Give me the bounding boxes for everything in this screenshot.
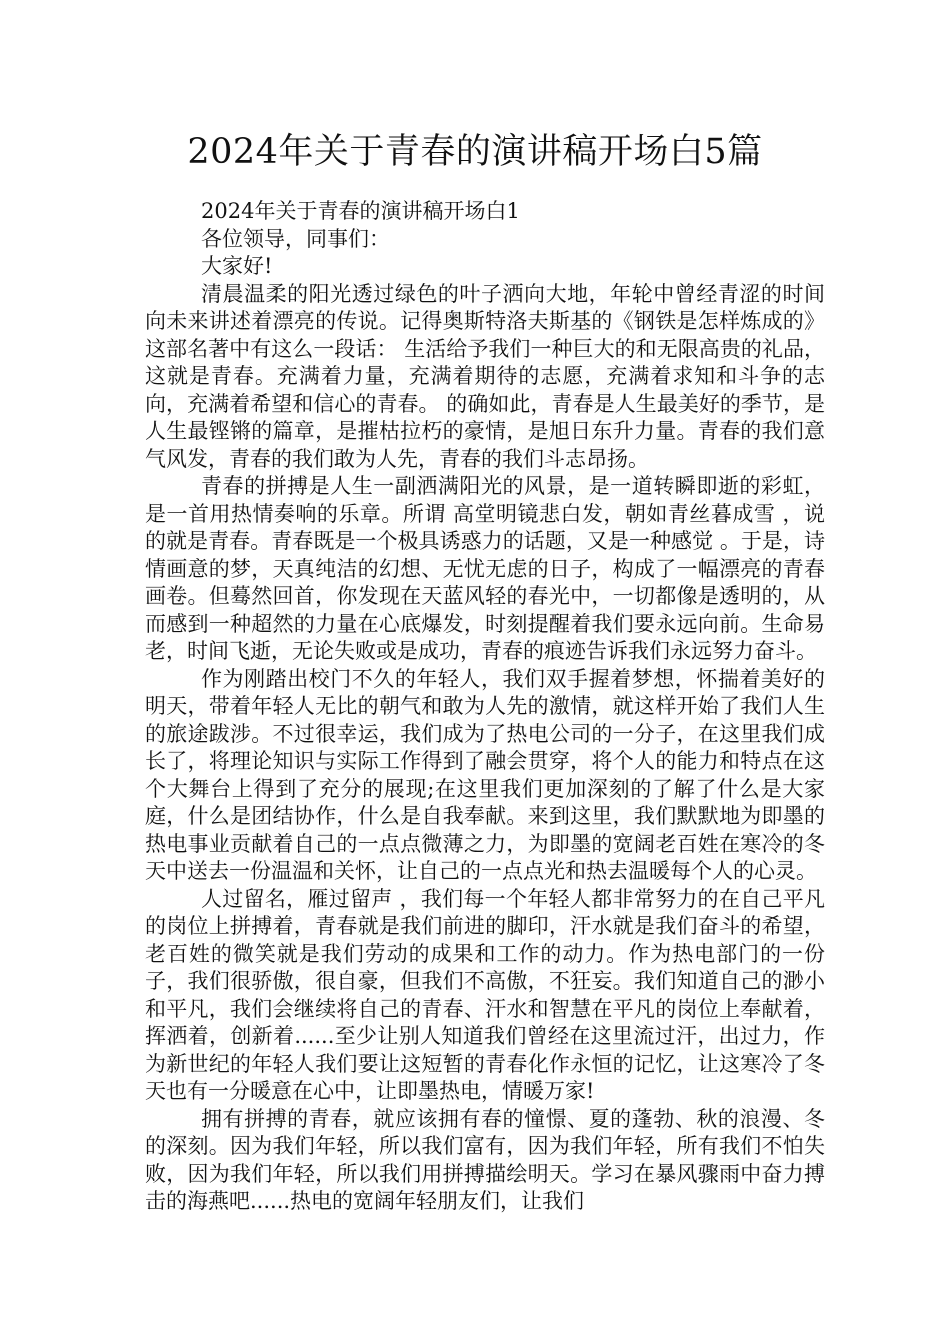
document-title: 2024年关于青春的演讲稿开场白5篇 <box>187 132 763 172</box>
salutation: 各位领导，同事们： <box>201 226 390 251</box>
paragraph-2: 青春的拼搏是人生一副洒满阳光的风景，是一道转瞬即逝的彩虹，是一首用热情奏响的乐章。所谓 高堂明镜悲白发，朝如青丝暮成雪 ，说的就是青春。青春既是一个极具诱惑力的话题，又是一种感觉 。于是，诗情画意的梦，天真纯洁的幻想、无忧无虑的日子，构成了一幅漂亮的青春画卷。但蓦然回首，你发现在天蓝风轻的春光中，一切都像是透明的，从而感到一种超然的力量在心底爆发，时刻提醒着我们要永远向前。生命易老，时间飞逝，无论失败或是成功，青春的痕迹告诉我们永远努力奋斗。 <box>145 474 825 663</box>
paragraph-3: 作为刚踏出校门不久的年轻人，我们双手握着梦想，怀揣着美好的明天，带着年轻人无比的朝气和敢为人先的激情，就这样开始了我们人生的旅途跋涉。不过很幸运，我们成为了热电公司的一分子，在这里我们成长了，将理论知识与实际工作得到了融会贯穿，将个人的能力和特点在这个大舞台上得到了充分的展现;在这里我们更加深刻的了解了什么是大家庭，什么是团结协作，什么是自我奉献。来到这里，我们默默地为即墨的热电事业贡献着自己的一点点微薄之力，为即墨的宽阔老百姓在寒冷的冬天中送去一份温温和关怀，让自己的一点点光和热去温暖每个人的心灵。 <box>145 666 825 883</box>
paragraph-5: 拥有拼搏的青春，就应该拥有春的憧憬、夏的蓬勃、秋的浪漫、冬的深刻。因为我们年轻，所以我们富有，因为我们年轻，所有我们不怕失败，因为我们年轻，所以我们用拼搏描绘明天。学习在暴风骤雨中奋力搏击的海燕吧......热电的宽阔年轻朋友们，让我们 <box>145 1106 825 1213</box>
paragraph-1: 清晨温柔的阳光透过绿色的叶子洒向大地，年轮中曾经青涩的时间向未来讲述着漂亮的传说。记得奥斯特洛夫斯基的《钢铁是怎样炼成的》这部名著中有这么一段话： 生活给予我们一种巨大的和无限高贵的礼品，这就是青春。充满着力量，充满着期待的志愿，充满着求知和斗争的志向，充满着希望和信心的青春。 的确如此，青春是人生最美好的季节，是人生最铿锵的篇章，是摧枯拉朽的豪情，是旭日东升力量。青春的我们意气风发，青春的我们敢为人先，青春的我们斗志昂扬。 <box>145 281 825 471</box>
document-body <box>145 198 825 1216</box>
speech-subtitle: 2024年关于青春的演讲稿开场白1 <box>201 199 520 223</box>
paragraph-4: 人过留名，雁过留声 ，我们每一个年轻人都非常努力的在自己平凡的岗位上拼搏着，青春就是我们前进的脚印，汗水就是我们奋斗的希望，老百姓的微笑就是我们劳动的成果和工作的动力。作为热电部门的一份子，我们很骄傲，很自豪，但我们不高傲，不狂妄。我们知道自己的渺小和平凡，我们会继续将自己的青春、汗水和智慧在平凡的岗位上奉献着，挥洒着，创新着......至少让别人知道我们曾经在这里流过汗，出过力，作为新世纪的年轻人我们要让这短暂的青春化作永恒的记忆，让这寒冷了冬天也有一分暖意在心中，让即墨热电，情暖万家! <box>145 886 825 1103</box>
greeting: 大家好! <box>201 254 273 278</box>
